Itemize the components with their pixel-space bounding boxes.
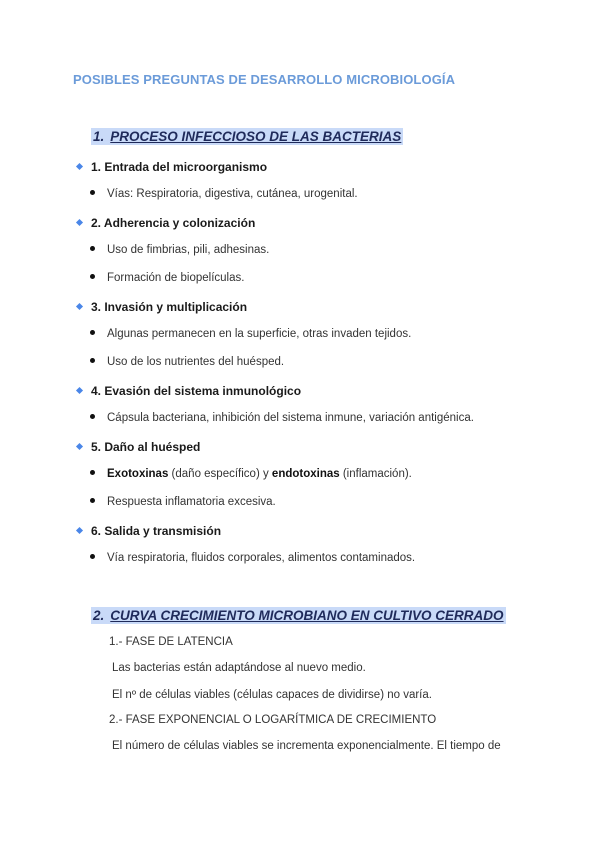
list-item xyxy=(77,160,267,174)
phase-2-title: 2.- FASE EXPONENCIAL O LOGARÍTMICA DE CRECIMIENTO xyxy=(109,714,437,726)
list-item xyxy=(77,216,255,230)
bullet-item xyxy=(90,412,474,424)
bullet-item xyxy=(90,272,244,284)
item-label: 4. Evasión del sistema inmunológico xyxy=(91,384,302,398)
bold-term: Exotoxinas xyxy=(107,468,169,480)
section-2-number: 2. xyxy=(93,608,105,623)
document-title: POSIBLES PREGUNTAS DE DESARROLLO MICROBIOLOGÍA xyxy=(73,72,456,87)
bullet-text: Algunas permanecen en la superficie, otras invaden tejidos. xyxy=(107,328,412,340)
bullet-dot-icon xyxy=(90,246,95,251)
diamond-bullet-icon xyxy=(76,527,83,534)
item-label: 5. Daño al huésped xyxy=(91,440,201,454)
diamond-bullet-icon xyxy=(76,219,83,226)
bullet-text: Uso de los nutrientes del huésped. xyxy=(107,356,285,368)
bullet-dot-icon xyxy=(90,274,95,279)
bullet-text: Uso de fimbrias, pili, adhesinas. xyxy=(107,244,270,256)
section-1-title: PROCESO INFECCIOSO DE LAS BACTERIAS xyxy=(110,129,402,144)
item-label: 1. Entrada del microorganismo xyxy=(91,160,268,174)
paragraph: El nº de células viables (células capaces de dividirse) no varía. xyxy=(112,689,432,701)
paragraph: El número de células viables se incrementa exponencialmente. El tiempo de xyxy=(112,740,501,752)
section-2-heading xyxy=(91,608,506,623)
item-label: 6. Salida y transmisión xyxy=(91,524,222,538)
bullet-item xyxy=(90,552,415,564)
bullet-text: (daño específico) y xyxy=(168,468,272,480)
diamond-bullet-icon xyxy=(76,163,83,170)
bullet-item xyxy=(90,468,412,480)
bullet-item xyxy=(90,496,276,508)
bullet-text: Respuesta inflamatoria excesiva. xyxy=(107,496,276,508)
item-label: 3. Invasión y multiplicación xyxy=(91,300,248,314)
bullet-item xyxy=(90,356,284,368)
bullet-item xyxy=(90,188,358,200)
list-item xyxy=(77,300,247,314)
list-item xyxy=(77,440,200,454)
bold-term: endotoxinas xyxy=(271,468,340,480)
phase-1-title: 1.- FASE DE LATENCIA xyxy=(109,636,233,648)
bullet-dot-icon xyxy=(90,470,95,475)
bullet-dot-icon xyxy=(90,498,95,503)
bullet-dot-icon xyxy=(90,554,95,559)
bullet-dot-icon xyxy=(90,190,95,195)
item-label: 2. Adherencia y colonización xyxy=(91,216,256,230)
section-1-number: 1. xyxy=(93,129,105,144)
bullet-text: Vías: Respiratoria, digestiva, cutánea, urogenital. xyxy=(107,188,358,200)
bullet-item xyxy=(90,244,269,256)
bullet-text: Vía respiratoria, fluidos corporales, alimentos contaminados. xyxy=(107,552,416,564)
diamond-bullet-icon xyxy=(76,303,83,310)
section-1-heading xyxy=(91,129,403,144)
bullet-item xyxy=(90,328,411,340)
section-2-title: CURVA CRECIMIENTO MICROBIANO EN CULTIVO CERRADO xyxy=(110,608,504,623)
bullet-text: Formación de biopelículas. xyxy=(107,272,245,284)
diamond-bullet-icon xyxy=(76,387,83,394)
bullet-dot-icon xyxy=(90,414,95,419)
bullet-text: Cápsula bacteriana, inhibición del sistema inmune, variación antigénica. xyxy=(107,412,474,424)
bullet-text: (inflamación). xyxy=(339,468,412,480)
diamond-bullet-icon xyxy=(76,443,83,450)
bullet-dot-icon xyxy=(90,358,95,363)
paragraph: Las bacterias están adaptándose al nuevo medio. xyxy=(112,662,366,674)
bullet-dot-icon xyxy=(90,330,95,335)
list-item xyxy=(77,384,301,398)
list-item xyxy=(77,524,221,538)
